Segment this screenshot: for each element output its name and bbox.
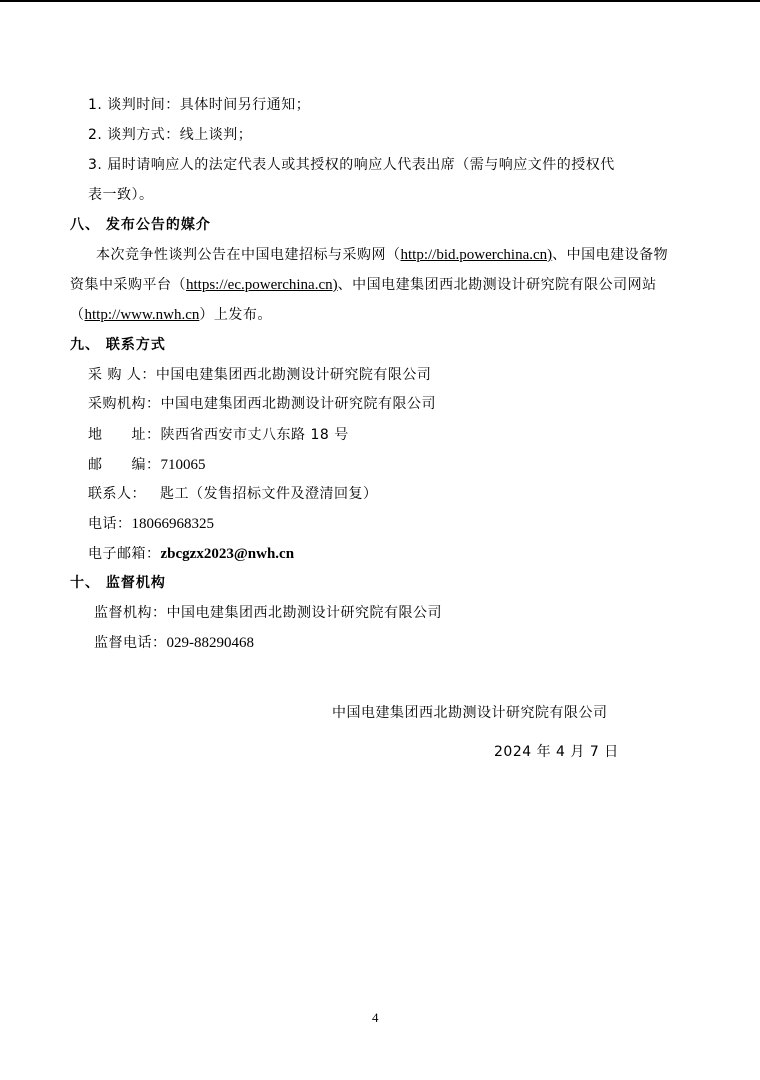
postcode-value: 710065 xyxy=(160,457,206,473)
supervision-phone xyxy=(94,633,254,653)
section8-paragraph-line1 xyxy=(96,245,668,265)
address-label: 地 址： xyxy=(88,427,161,443)
contact-buyer xyxy=(88,365,431,385)
section9-heading: 九、 联系方式 xyxy=(70,337,166,353)
supervision-org xyxy=(94,603,442,623)
item-negotiation-method: 2. 谈判方式：线上谈判； xyxy=(88,127,253,143)
item-negotiation-time: 1. 谈判时间：具体时间另行通知； xyxy=(88,97,311,113)
section8-text: （ xyxy=(70,307,85,323)
section8-text: 、中国电建设备物 xyxy=(552,247,669,263)
section8-heading: 八、 发布公告的媒介 xyxy=(70,217,211,233)
supervision-phone-label: 监督电话： xyxy=(94,635,167,651)
supervision-phone-value: 029-88290468 xyxy=(166,635,254,651)
contact-person xyxy=(88,484,378,504)
link-nwh[interactable]: http://www.nwh.cn xyxy=(84,307,200,323)
item-attendance-line2: 表一致）。 xyxy=(88,187,154,203)
phone-value: 18066968325 xyxy=(131,516,214,532)
agency-value: 中国电建集团西北勘测设计研究院有限公司 xyxy=(160,396,436,412)
page-number: 4 xyxy=(372,1010,379,1025)
contact-value: 匙工（发售招标文件及澄清回复） xyxy=(160,486,378,502)
page-top-border xyxy=(0,0,760,2)
buyer-value: 中国电建集团西北勘测设计研究院有限公司 xyxy=(155,367,432,383)
agency-label: 采购机构： xyxy=(88,396,161,412)
item-attendance-line1: 3. 届时请响应人的法定代表人或其授权的响应人代表出席（需与响应文件的授权代 xyxy=(88,157,615,173)
section8-text: 、中国电建集团西北勘测设计研究院有限公司网站 xyxy=(337,277,657,293)
supervision-org-value: 中国电建集团西北勘测设计研究院有限公司 xyxy=(166,605,442,621)
contact-address xyxy=(88,425,349,445)
section8-text: ）上发布。 xyxy=(199,307,272,323)
section8-text: 本次竞争性谈判公告在中国电建招标与采购网（ xyxy=(96,247,401,263)
contact-postcode xyxy=(88,455,206,475)
phone-label: 电话： xyxy=(88,516,132,532)
supervision-org-label: 监督机构： xyxy=(94,605,167,621)
address-value: 陕西省西安市丈八东路 18 号 xyxy=(160,427,349,443)
section8-text: 资集中采购平台（ xyxy=(70,277,186,293)
link-ec-powerchina[interactable]: https://ec.powerchina.cn) xyxy=(186,277,338,293)
section8-paragraph-line3 xyxy=(70,305,272,325)
email-value[interactable]: zbcgzx2023@nwh.cn xyxy=(160,546,295,562)
section8-paragraph-line2 xyxy=(70,275,657,295)
signature-company: 中国电建集团西北勘测设计研究院有限公司 xyxy=(332,705,608,721)
section10-heading: 十、 监督机构 xyxy=(70,575,166,591)
contact-email xyxy=(88,544,294,564)
link-bid-powerchina[interactable]: http://bid.powerchina.cn) xyxy=(400,247,553,263)
contact-agency xyxy=(88,394,436,414)
signature-date: 2024 年 4 月 7 日 xyxy=(494,744,619,760)
email-label: 电子邮箱： xyxy=(88,546,161,562)
contact-phone xyxy=(88,514,214,534)
contact-label: 联系人： xyxy=(88,486,146,502)
postcode-label: 邮 编： xyxy=(88,457,161,473)
buyer-label: 采 购 人： xyxy=(88,367,156,383)
